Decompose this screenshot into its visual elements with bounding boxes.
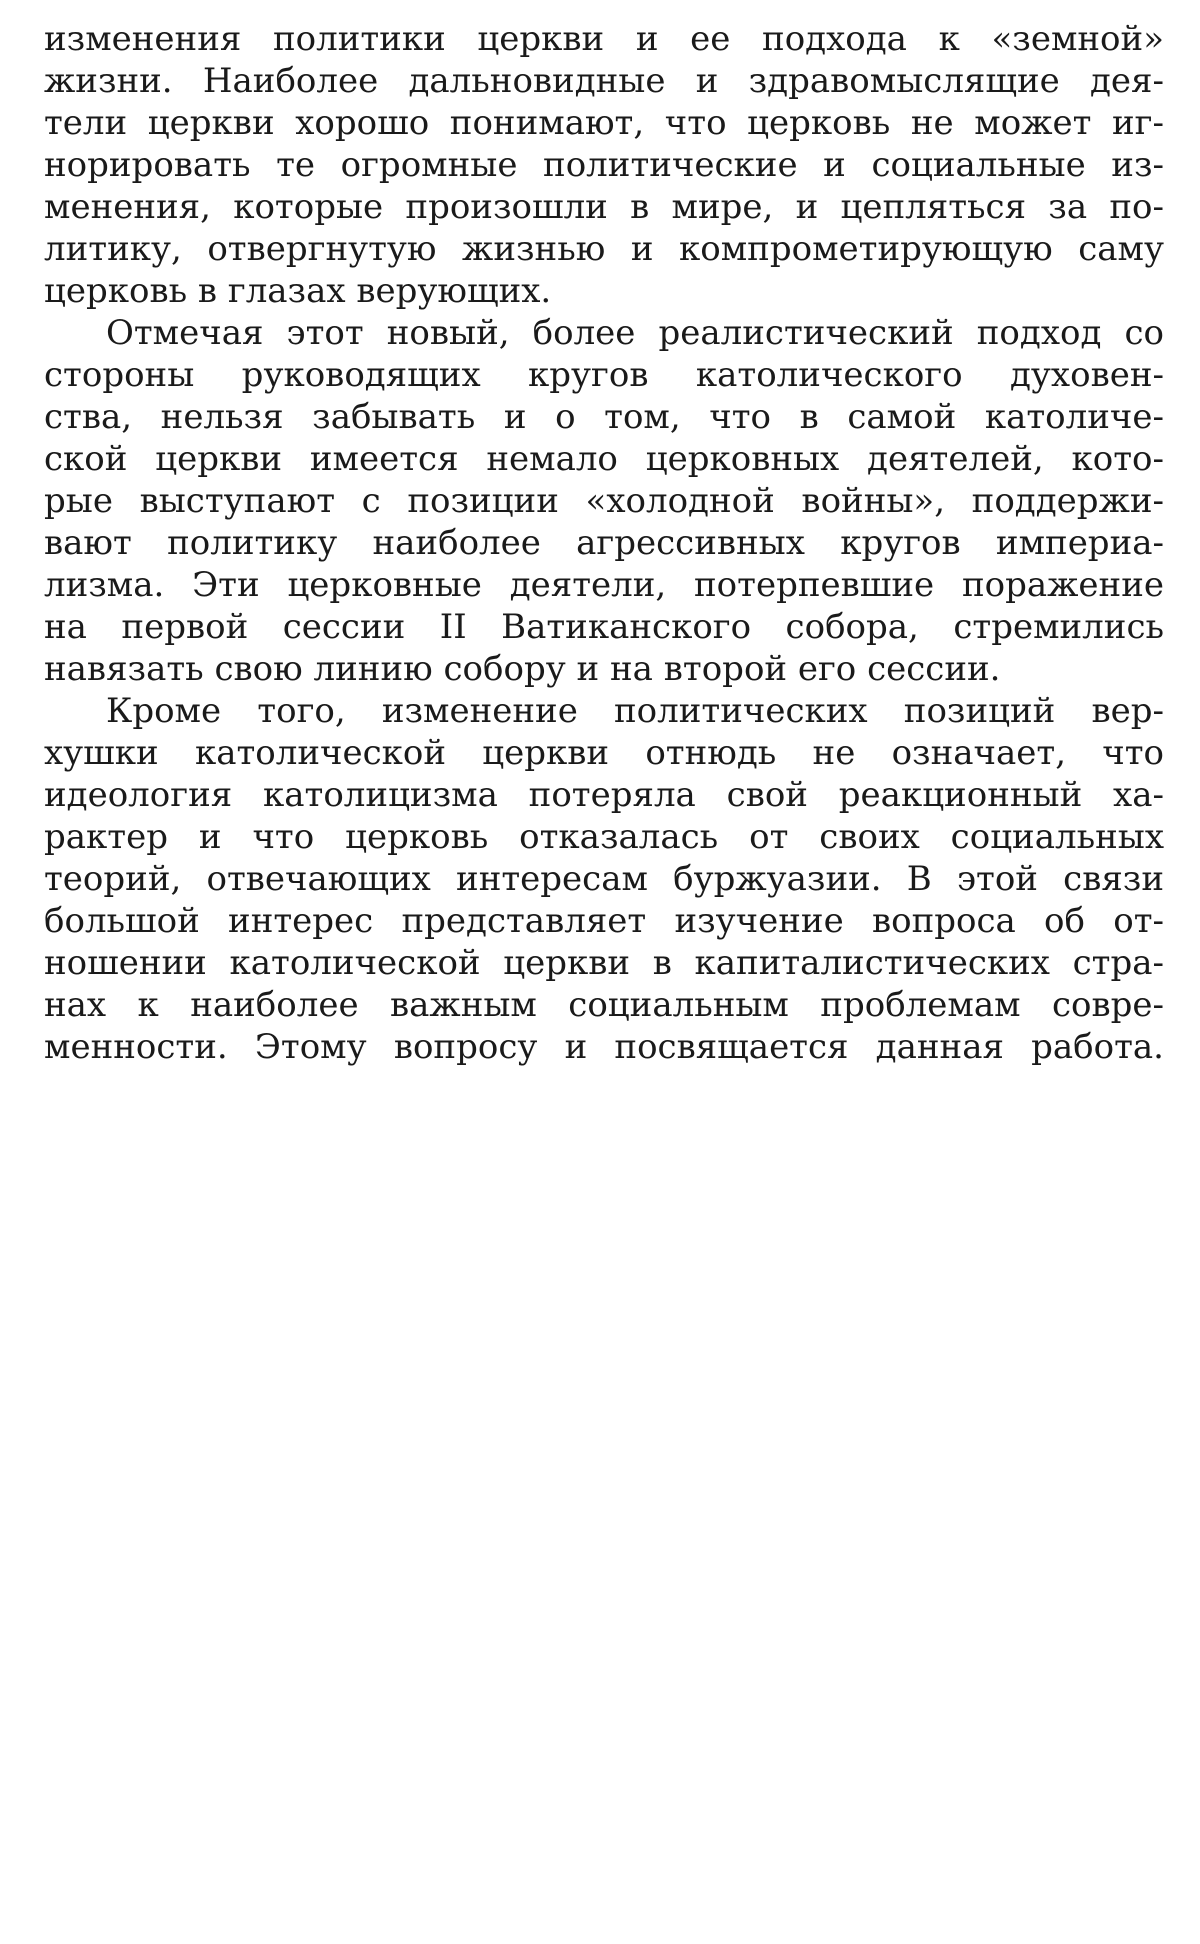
text-line: церковь в глазах верующих.: [44, 271, 552, 311]
text-line: менения, которые произошли в мире, и цепляться за по-: [44, 187, 1164, 227]
text-line: стороны руководящих кругов католического духовен-: [44, 355, 1164, 395]
text-line: Кроме того, изменение политических позиций вер-: [106, 691, 1164, 731]
document-page: [44, 18, 1164, 1068]
text-line: рые выступают с позиции «холодной войны», поддержи-: [44, 481, 1164, 521]
text-line: менности. Этому вопросу и посвящается данная работа.: [44, 1027, 1164, 1067]
text-line: идеология католицизма потеряла свой реакционный ха-: [44, 775, 1164, 815]
text-line: теорий, отвечающих интересам буржуазии. В этой связи: [44, 859, 1164, 899]
text-line: изменения политики церкви и ее подхода к «земной»: [44, 19, 1164, 59]
text-line: ношении католической церкви в капиталистических стра-: [44, 943, 1164, 983]
text-line: на первой сессии II Ватиканского собора, стремились: [44, 607, 1164, 647]
text-line: вают политику наиболее агрессивных кругов империа-: [44, 523, 1164, 563]
text-line: ской церкви имеется немало церковных деятелей, кото-: [44, 439, 1164, 479]
text-line: норировать те огромные политические и социальные из-: [44, 145, 1164, 185]
text-line: навязать свою линию собору и на второй его сессии.: [44, 649, 1001, 689]
text-line: лизма. Эти церковные деятели, потерпевшие поражение: [44, 565, 1164, 605]
text-line: нах к наиболее важным социальным проблемам совре-: [44, 985, 1164, 1025]
paragraph-2: [44, 312, 1164, 690]
text-line: Отмечая этот новый, более реалистический подход со: [106, 313, 1164, 353]
text-line: литику, отвергнутую жизнью и компрометирующую саму: [44, 229, 1164, 269]
text-line: рактер и что церковь отказалась от своих социальных: [44, 817, 1164, 857]
text-line: хушки католической церкви отнюдь не означает, что: [44, 733, 1164, 773]
text-line: ства, нельзя забывать и о том, что в самой католиче-: [44, 397, 1164, 437]
paragraph-3: [44, 690, 1164, 1068]
text-line: жизни. Наиболее дальновидные и здравомыслящие дея-: [44, 61, 1164, 101]
paragraph-1: [44, 18, 1164, 312]
text-line: тели церкви хорошо понимают, что церковь не может иг-: [44, 103, 1164, 143]
text-line: большой интерес представляет изучение вопроса об от-: [44, 901, 1164, 941]
